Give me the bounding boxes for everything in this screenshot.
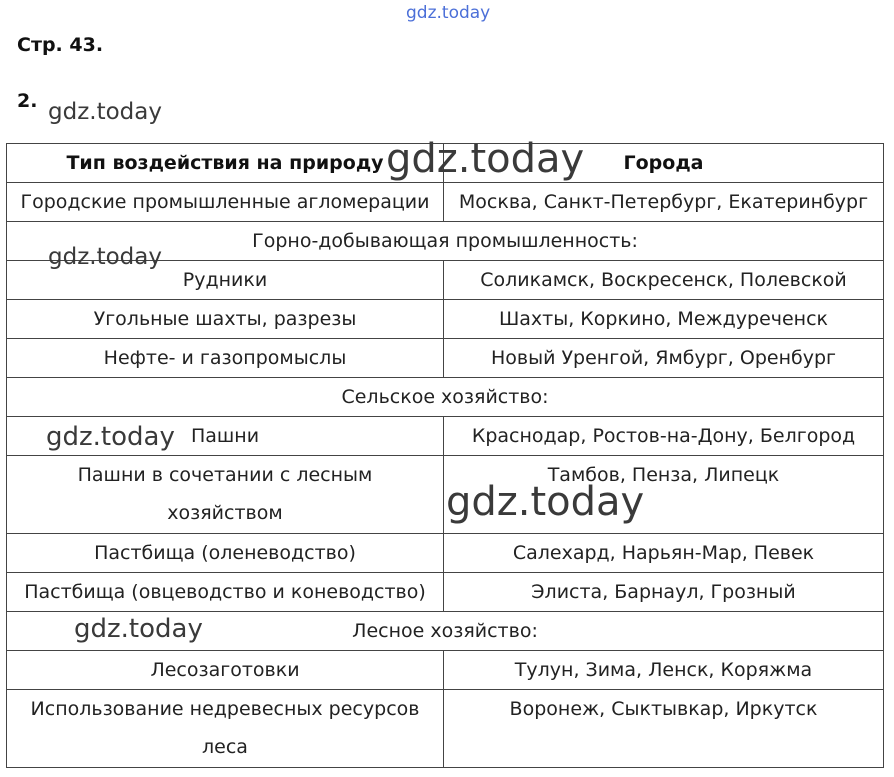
watermark: gdz.today xyxy=(446,479,645,525)
impact-type-cell: Пастбища (оленеводство) xyxy=(7,534,444,573)
cities-cell: Тулун, Зима, Ленск, Коряжма xyxy=(444,651,884,690)
section-title: Горно-добывающая промышленность: xyxy=(7,222,884,261)
impact-type-cell: Рудники xyxy=(7,261,444,300)
header-impact-type: Тип воздействия на природу xyxy=(7,144,444,183)
impact-type-cell: Пастбища (овцеводство и коневодство) xyxy=(7,573,444,612)
header-cities: Города xyxy=(444,144,884,183)
cities-cell: Соликамск, Воскресенск, Полевской xyxy=(444,261,884,300)
cities-cell: Тамбов, Пенза, Липецк xyxy=(444,456,884,534)
impact-type-cell: Пашни в сочетании с лесным хозяйством xyxy=(7,456,444,534)
watermark-top: gdz.today xyxy=(406,3,491,23)
table-row xyxy=(7,183,884,222)
cities-cell: Салехард, Нарьян-Мар, Певек xyxy=(444,534,884,573)
cities-cell: Новый Уренгой, Ямбург, Оренбург xyxy=(444,339,884,378)
task-number: 2. xyxy=(17,90,38,112)
cities-cell: Москва, Санкт-Петербург, Екатеринбург xyxy=(444,183,884,222)
cities-cell: Шахты, Коркино, Междуреченск xyxy=(444,300,884,339)
section-row xyxy=(7,378,884,417)
impact-type-cell: Угольные шахты, разрезы xyxy=(7,300,444,339)
section-title: Лесное хозяйство: xyxy=(7,612,884,651)
watermark: gdz.today xyxy=(48,244,162,270)
impact-type-cell: Использование недревесных ресурсов леса xyxy=(7,690,444,768)
page-label: Стр. 43. xyxy=(17,34,104,56)
table-row xyxy=(7,573,884,612)
table-row xyxy=(7,690,884,768)
impact-type-cell: Лесозаготовки xyxy=(7,651,444,690)
section-title: Сельское хозяйство: xyxy=(7,378,884,417)
table-row xyxy=(7,534,884,573)
impact-type-cell: Городские промышленные агломерации xyxy=(7,183,444,222)
cities-table xyxy=(6,143,884,768)
table-row xyxy=(7,456,884,534)
table-row xyxy=(7,300,884,339)
impact-type-cell: Нефте- и газопромыслы xyxy=(7,339,444,378)
cities-cell: Воронеж, Сыктывкар, Иркутск xyxy=(444,690,884,768)
watermark: gdz.today xyxy=(48,99,162,125)
cities-cell: Элиста, Барнаул, Грозный xyxy=(444,573,884,612)
watermark: gdz.today xyxy=(46,422,175,452)
table-row xyxy=(7,651,884,690)
watermark: gdz.today xyxy=(74,614,203,644)
cities-cell: Краснодар, Ростов-на-Дону, Белгород xyxy=(444,417,884,456)
watermark: gdz.today xyxy=(386,136,585,182)
table-row xyxy=(7,339,884,378)
impact-type-cell: Пашни xyxy=(7,417,444,456)
